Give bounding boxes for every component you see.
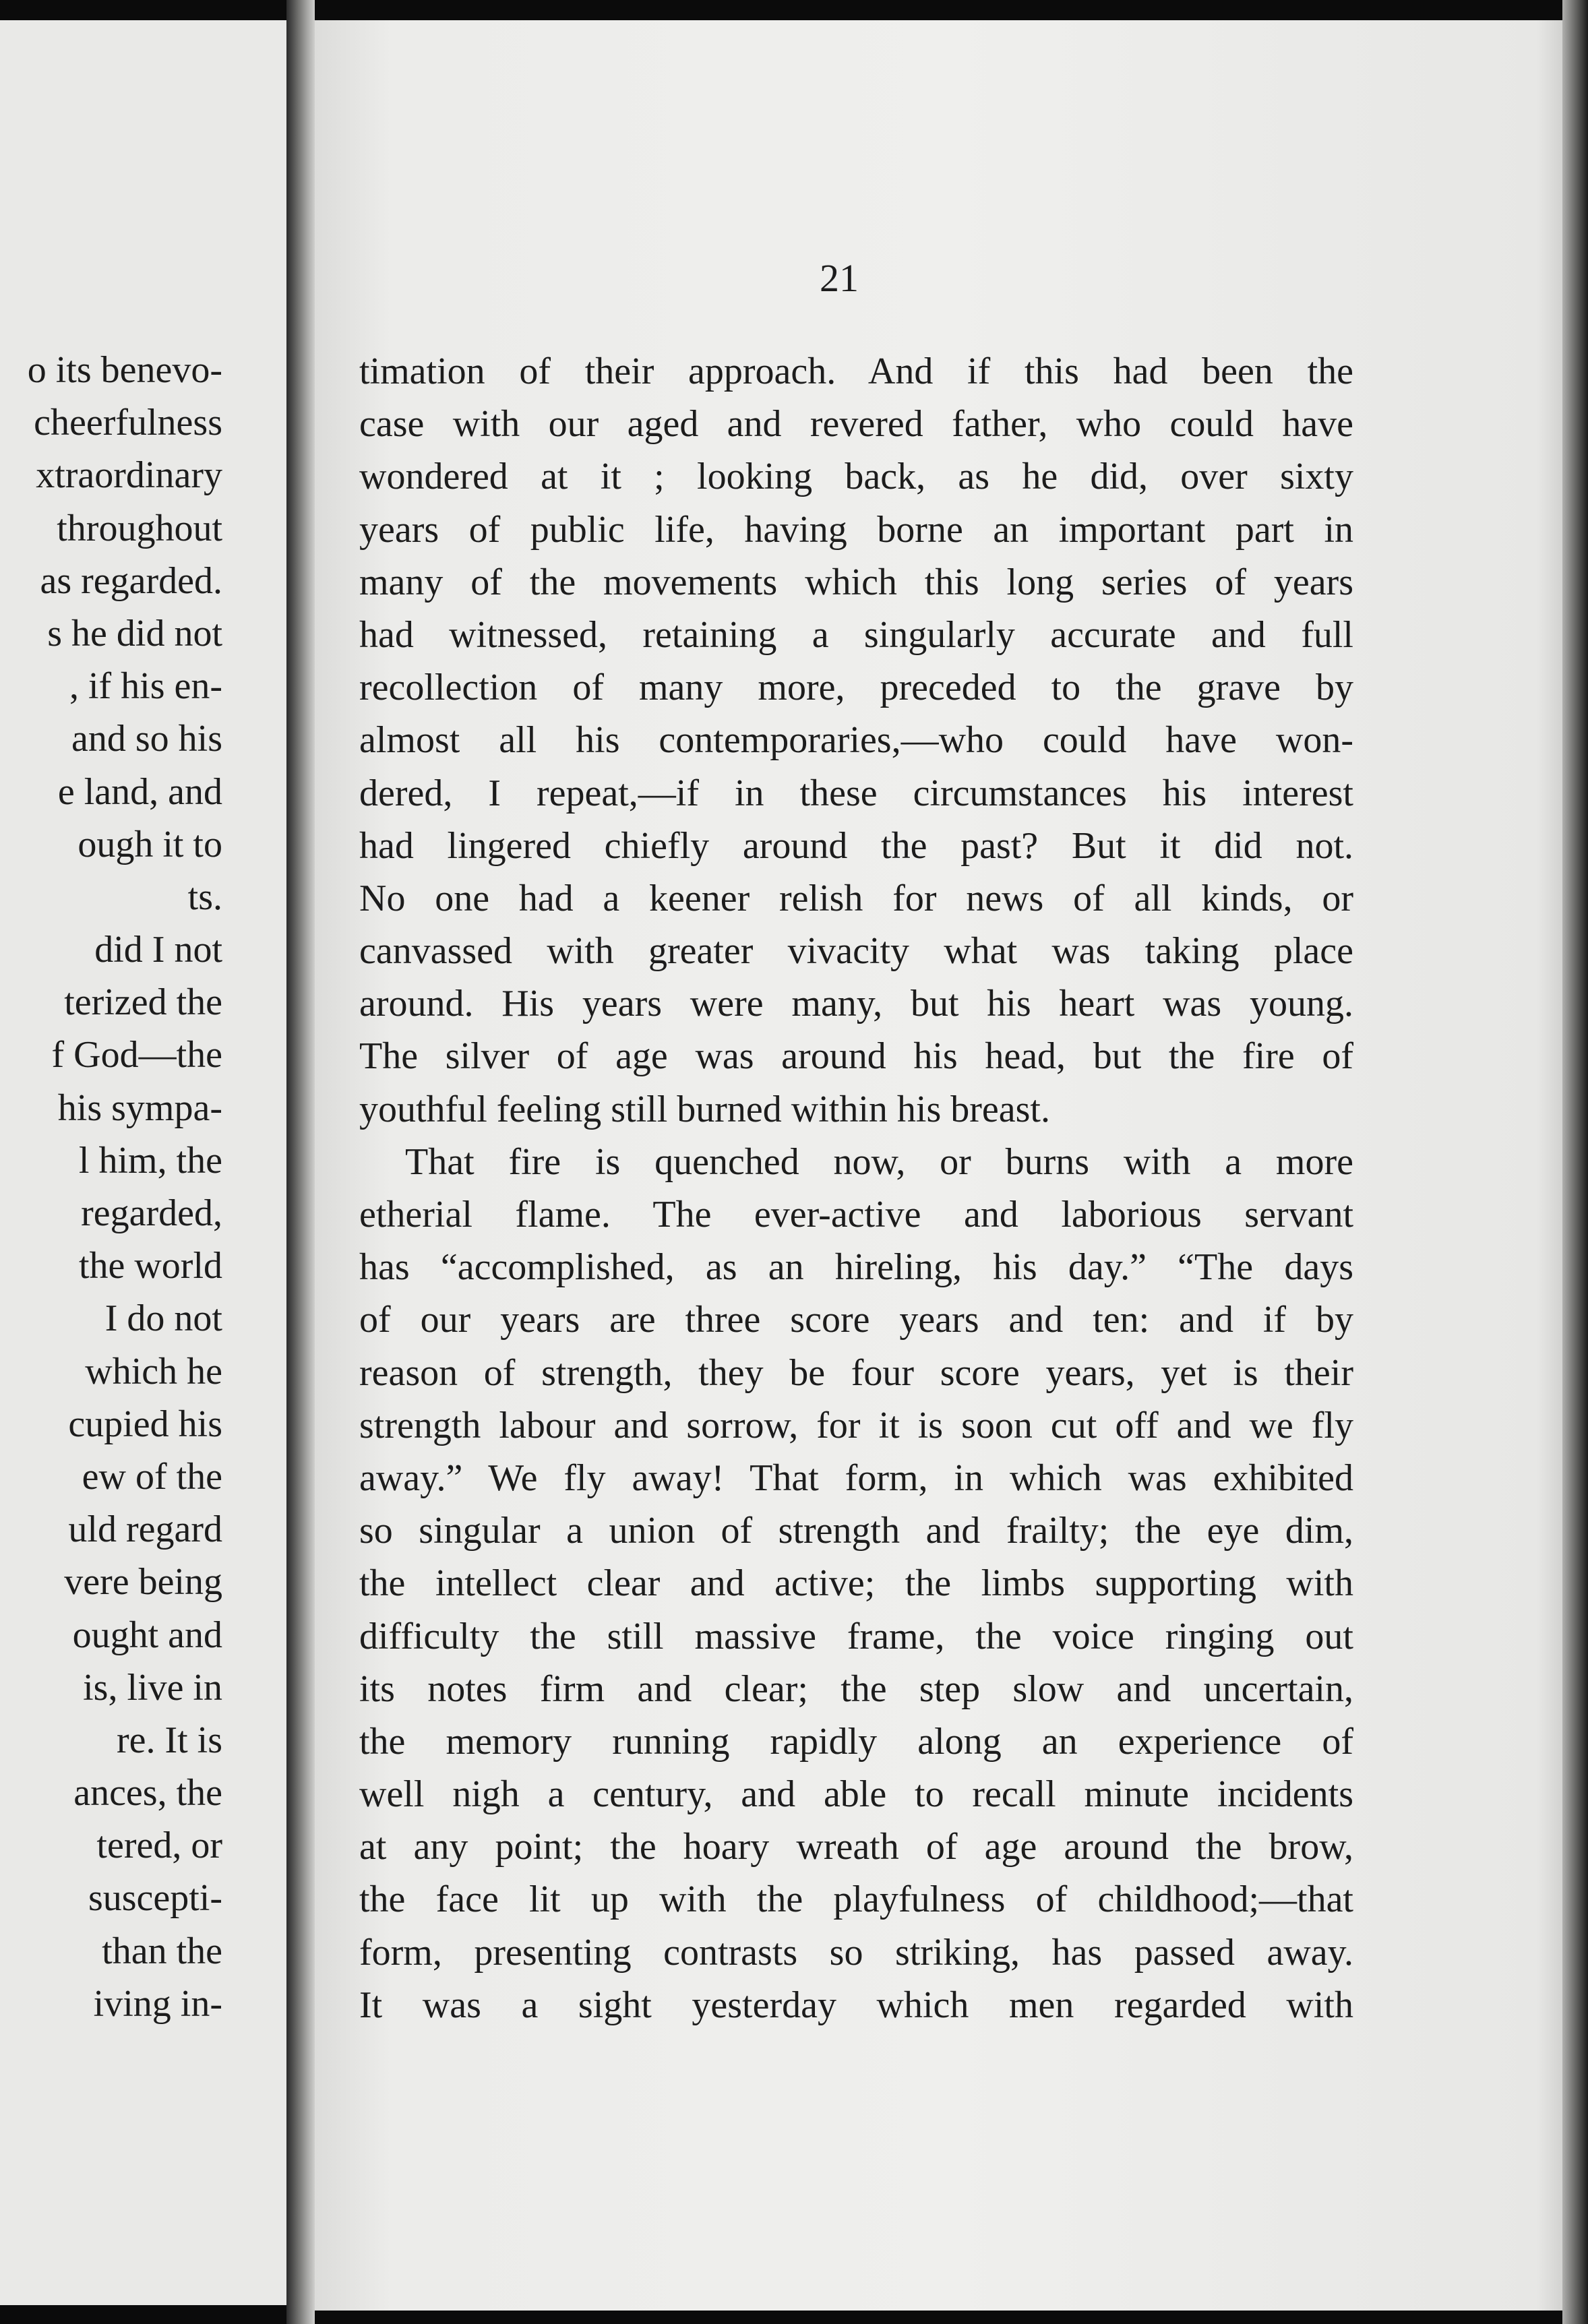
left-fragment: throughout	[57, 507, 222, 549]
left-fragment: did I not	[94, 929, 222, 971]
text-line: youthful feeling still burned within his breast.	[359, 1088, 1050, 1130]
page-number: 21	[820, 256, 859, 300]
text-line: had witnessed, retaining a singularly accurate and full	[359, 613, 1353, 656]
text-line: of our years are three score years and ten: and if by	[359, 1299, 1353, 1341]
left-fragment: ough it to	[78, 823, 222, 865]
left-fragment: o its benevo-	[27, 349, 222, 391]
text-line: the memory running rapidly along an experience of	[359, 1720, 1353, 1763]
text-line: had lingered chiefly around the past? But it did not.	[359, 824, 1353, 867]
left-fragment: ances, the	[73, 1772, 222, 1814]
left-fragment: ts.	[187, 876, 222, 918]
text-line: reason of strength, they be four score years, yet is their	[359, 1351, 1353, 1394]
left-fragment: s he did not	[47, 612, 222, 654]
text-line: difficulty the still massive frame, the voice ringing out	[359, 1615, 1353, 1657]
text-line: timation of their approach. And if this had been the	[359, 350, 1353, 392]
book-gutter	[286, 0, 315, 2324]
left-page	[0, 20, 286, 2305]
text-line: at any point; the hoary wreath of age around the brow,	[359, 1826, 1353, 1868]
left-page-text	[0, 344, 222, 2030]
text-line: around. His years were many, but his heart was young.	[359, 983, 1353, 1025]
left-fragment: tered, or	[96, 1825, 222, 1867]
text-line: dered, I repeat,—if in these circumstances his interest	[359, 772, 1353, 814]
text-line: has “accomplished, as an hireling, his day.” “The days	[359, 1246, 1353, 1289]
left-fragment: xtraordinary	[36, 454, 222, 497]
left-fragment: cheerfulness	[34, 402, 222, 444]
page-edge-shadow	[1562, 0, 1588, 2324]
text-line: canvassed with greater vivacity what was taking place	[359, 930, 1353, 973]
left-fragment: , if his en-	[69, 665, 222, 708]
left-fragment: suscepti-	[88, 1877, 222, 1920]
left-fragment: is, live in	[83, 1666, 222, 1709]
text-line: form, presenting contrasts so striking, has passed away.	[359, 1931, 1353, 1974]
left-fragment: as regarded.	[40, 559, 222, 602]
left-fragment: l him, the	[78, 1139, 222, 1182]
text-line: No one had a keener relish for news of all kinds, or	[359, 877, 1353, 919]
text-line: recollection of many more, preceded to the grave by	[359, 667, 1353, 709]
text-line: its notes firm and clear; the step slow and uncertain,	[359, 1668, 1353, 1710]
left-fragment: vere being	[64, 1561, 222, 1603]
text-line: so singular a union of strength and frailty; the eye dim,	[359, 1510, 1353, 1552]
text-line: the intellect clear and active; the limbs supporting with	[359, 1562, 1353, 1605]
text-line: It was a sight yesterday which men regarded with	[359, 1984, 1353, 2026]
left-fragment: which he	[85, 1350, 222, 1393]
left-fragment: f God—the	[51, 1034, 222, 1076]
left-fragment: than the	[102, 1930, 222, 1972]
text-line: case with our aged and revered father, who could have	[359, 403, 1353, 446]
left-fragment: terized the	[64, 981, 222, 1024]
text-line: That fire is quenched now, or burns with a more	[405, 1140, 1353, 1183]
left-fragment: his sympa-	[57, 1087, 222, 1129]
left-fragment: e land, and	[57, 770, 222, 813]
body-text	[359, 345, 1353, 2031]
left-fragment: I do not	[104, 1297, 222, 1340]
text-line: many of the movements which this long series of years	[359, 561, 1353, 603]
left-fragment: and so his	[71, 718, 222, 760]
text-line: well nigh a century, and able to recall minute incidents	[359, 1773, 1353, 1816]
text-line: almost all his contemporaries,—who could have won-	[359, 719, 1353, 762]
left-fragment: ought and	[72, 1614, 222, 1656]
left-fragment: uld regard	[68, 1508, 222, 1551]
text-line: strength labour and sorrow, for it is soon cut off and we fly	[359, 1404, 1353, 1446]
left-fragment: cupied his	[68, 1403, 222, 1445]
left-fragment: the world	[78, 1245, 222, 1287]
left-fragment: regarded,	[81, 1192, 222, 1234]
left-fragment: re. It is	[116, 1719, 222, 1761]
text-line: The silver of age was around his head, but the fire of	[359, 1035, 1353, 1078]
text-line: etherial flame. The ever-active and laborious servant	[359, 1194, 1353, 1235]
text-line: years of public life, having borne an important part in	[359, 508, 1353, 551]
left-fragment: iving in-	[93, 1982, 222, 2025]
text-line: away.” We fly away! That form, in which was exhibited	[359, 1457, 1353, 1499]
left-fragment: ew of the	[82, 1455, 222, 1498]
text-line: the face lit up with the playfulness of childhood;—that	[359, 1878, 1353, 1921]
text-line: wondered at it ; looking back, as he did, over sixty	[359, 456, 1353, 498]
